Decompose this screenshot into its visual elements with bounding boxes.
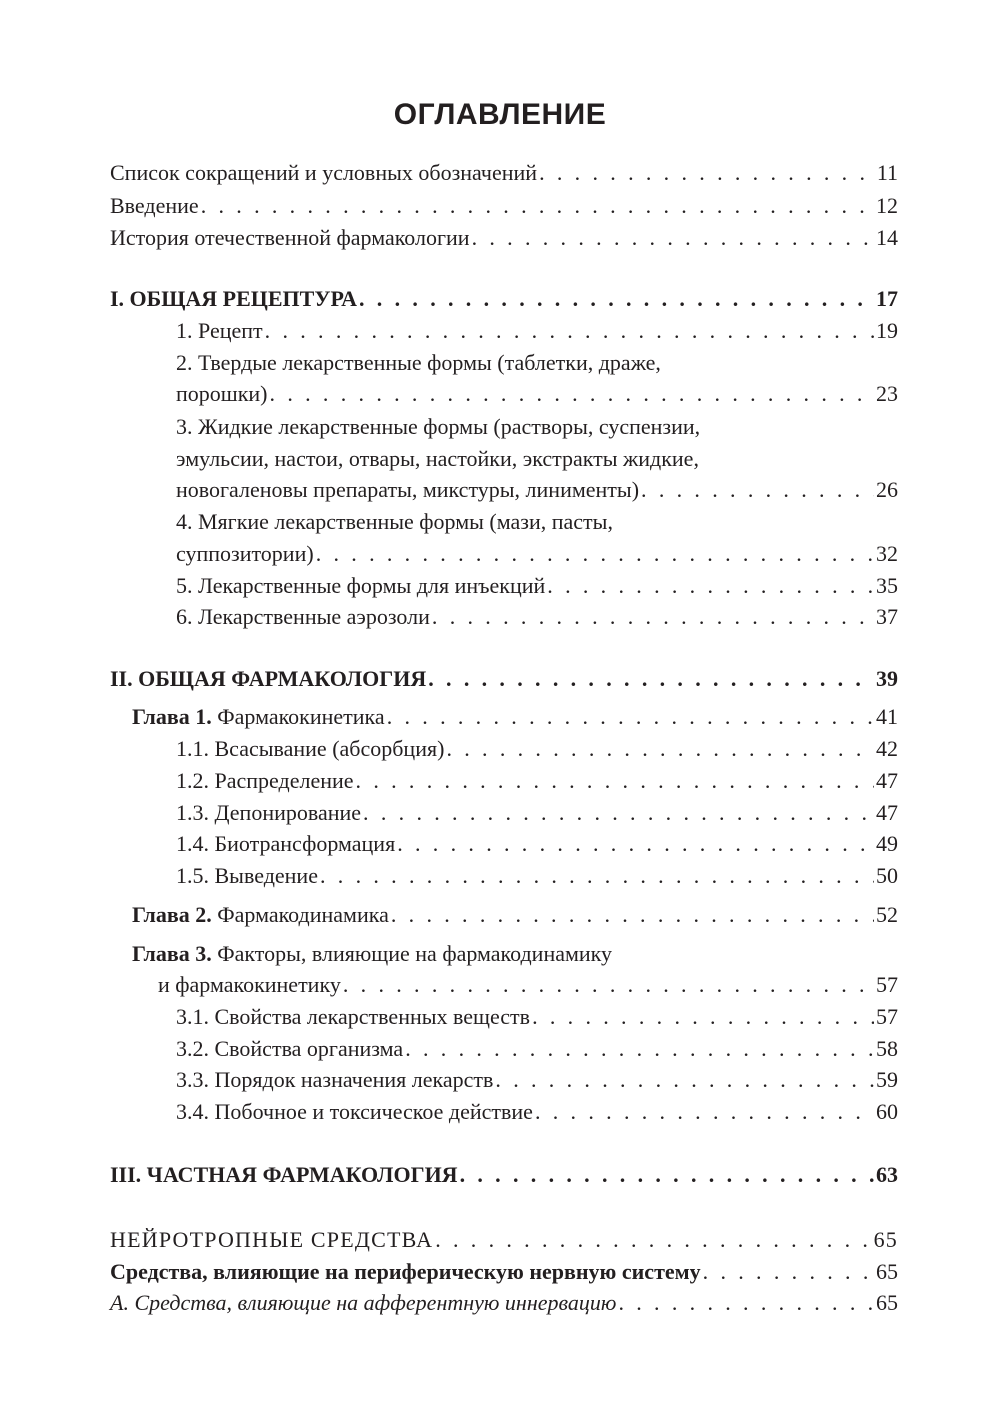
- toc-entry-ch3-3[interactable]: [176, 1067, 898, 1093]
- toc-page-number: 12: [876, 193, 898, 218]
- toc-page-number: 52: [876, 902, 898, 927]
- toc-page-number: 65: [873, 1227, 898, 1252]
- toc-section-label: III. ЧАСТНАЯ ФАРМАКОЛОГИЯ: [110, 1162, 458, 1187]
- chapter-title: Фармакодинамика: [217, 902, 389, 927]
- toc-chapter-1[interactable]: [132, 704, 898, 730]
- page-title: ОГЛАВЛЕНИЕ: [393, 98, 607, 131]
- toc-entry-ch1-3[interactable]: [176, 800, 898, 826]
- chapter-number: Глава 1.: [132, 704, 212, 729]
- toc-page-number: 14: [876, 225, 898, 250]
- toc-entry-abbreviations[interactable]: [110, 160, 898, 186]
- dot-leader: [201, 193, 874, 219]
- toc-section-3[interactable]: [110, 1162, 898, 1188]
- toc-entry-1-4[interactable]: [176, 541, 898, 567]
- dot-leader: [359, 286, 874, 312]
- toc-page-number: 39: [876, 666, 898, 691]
- dot-leader: [387, 704, 874, 730]
- toc-entry-label: новогаленовы препараты, микстуры, линименты): [176, 477, 640, 502]
- dot-leader: [265, 318, 874, 344]
- dot-leader: [446, 736, 874, 762]
- toc-page-number: 35: [876, 573, 898, 598]
- toc-section-label: II. ОБЩАЯ ФАРМАКОЛОГИЯ: [110, 666, 427, 691]
- toc-entry-ch1-1[interactable]: [176, 736, 898, 762]
- dot-leader: [391, 902, 874, 928]
- toc-entry-1-2[interactable]: [176, 381, 898, 407]
- toc-page-number: 11: [876, 160, 898, 185]
- dot-leader: [428, 666, 874, 692]
- chapter-title: Факторы, влияющие на фармакодинамику: [217, 941, 613, 966]
- toc-chapter-3-title: [132, 941, 612, 967]
- toc-entry-label: порошки): [176, 381, 268, 406]
- toc-entry-label: 1.4. Биотрансформация: [176, 831, 396, 856]
- toc-page-number: 49: [876, 831, 898, 856]
- dot-leader: [472, 225, 874, 251]
- toc-entry-1-5[interactable]: [176, 573, 898, 599]
- toc-entry-label: История отечественной фармакологии: [110, 225, 470, 250]
- chapter-title: Фармакокинетика: [217, 704, 385, 729]
- toc-page-number: 60: [876, 1099, 898, 1124]
- dot-leader: [320, 863, 874, 889]
- toc-entry-label: суппозитории): [176, 541, 314, 566]
- toc-page-number: 42: [876, 736, 898, 761]
- dot-leader: [539, 160, 875, 186]
- toc-entry-label: и фармакокинетику: [158, 972, 341, 997]
- toc-entry-label: 1.3. Депонирование: [176, 800, 362, 825]
- toc-page-number: 41: [876, 704, 898, 729]
- toc-page-number: 47: [876, 768, 898, 793]
- toc-chapter-3[interactable]: [158, 972, 898, 998]
- dot-leader: [405, 1036, 874, 1062]
- toc-page-number: 47: [876, 800, 898, 825]
- toc-section-2[interactable]: [110, 666, 898, 692]
- toc-entry-label: 3.1. Свойства лекарственных веществ: [176, 1004, 531, 1029]
- toc-page-number: 65: [876, 1290, 898, 1315]
- toc-page-number: 59: [876, 1067, 898, 1092]
- toc-entry-label: 3.2. Свойства организма: [176, 1036, 404, 1061]
- toc-entry-1-1[interactable]: [176, 318, 898, 344]
- dot-leader: [618, 1290, 874, 1316]
- toc-entry-continuation: эмульсии, настои, отвары, настойки, экстракты жидкие,: [176, 446, 699, 471]
- chapter-number: Глава 2.: [132, 902, 212, 927]
- toc-chapter-label: [132, 902, 389, 928]
- toc-page-number: 63: [876, 1162, 898, 1187]
- toc-section-label: I. ОБЩАЯ РЕЦЕПТУРА: [110, 286, 357, 311]
- toc-page-number: 19: [876, 318, 898, 343]
- dot-leader: [460, 1162, 874, 1188]
- toc-entry-continuation: 4. Мягкие лекарственные формы (мази, пасты,: [176, 509, 613, 534]
- toc-entry-peripheral[interactable]: [110, 1259, 898, 1285]
- toc-entry-label: 6. Лекарственные аэрозоли: [176, 604, 430, 629]
- dot-leader: [432, 604, 874, 630]
- dot-leader: [316, 541, 874, 567]
- chapter-number: Глава 3.: [132, 941, 212, 966]
- toc-entry-label: Введение: [110, 193, 199, 218]
- toc-entry-label: НЕЙРОТРОПНЫЕ СРЕДСТВА: [110, 1227, 434, 1252]
- dot-leader: [270, 381, 874, 407]
- toc-entry-label: Список сокращений и условных обозначений: [110, 160, 538, 185]
- toc-page-number: 57: [876, 972, 898, 997]
- toc-section-1[interactable]: [110, 286, 898, 312]
- toc-entry-ch1-2[interactable]: [176, 768, 898, 794]
- dot-leader: [535, 1099, 874, 1125]
- toc-entry-label: 3.4. Побочное и токсическое действие: [176, 1099, 533, 1124]
- toc-entry-label: 5. Лекарственные формы для инъекций: [176, 573, 546, 598]
- toc-entry-label: 3.3. Порядок назначения лекарств: [176, 1067, 494, 1092]
- dot-leader: [495, 1067, 874, 1093]
- dot-leader: [356, 768, 874, 794]
- toc-page-number: 50: [876, 863, 898, 888]
- toc-entry-1-6[interactable]: [176, 604, 898, 630]
- toc-chapter-label: [132, 704, 385, 730]
- toc-entry-ch3-2[interactable]: [176, 1036, 898, 1062]
- toc-page-number: 26: [876, 477, 898, 502]
- toc-entry-1-3[interactable]: [176, 477, 898, 503]
- toc-page-number: 37: [876, 604, 898, 629]
- toc-entry-label: 1.1. Всасывание (абсорбция): [176, 736, 445, 761]
- toc-entry-label: 1.2. Распределение: [176, 768, 354, 793]
- toc-page-number: 23: [876, 381, 898, 406]
- toc-entry-label: 1. Рецепт: [176, 318, 263, 343]
- toc-entry-neurotropic[interactable]: [110, 1227, 898, 1253]
- toc-entry-introduction[interactable]: [110, 193, 898, 219]
- dot-leader: [703, 1259, 874, 1285]
- toc-entry-history[interactable]: [110, 225, 898, 251]
- toc-entry-continuation: 3. Жидкие лекарственные формы (растворы, суспензии,: [176, 414, 701, 439]
- toc-page-number: 57: [876, 1004, 898, 1029]
- toc-chapter-2[interactable]: [132, 902, 898, 928]
- dot-leader: [397, 831, 874, 857]
- toc-page-number: 58: [876, 1036, 898, 1061]
- toc-entry-label: 1.5. Выведение: [176, 863, 318, 888]
- toc-entry-label: Средства, влияющие на периферическую нервную систему: [110, 1259, 701, 1284]
- dot-leader: [532, 1004, 874, 1030]
- toc-entry-label: А. Средства, влияющие на афферентную иннервацию: [110, 1290, 617, 1315]
- dot-leader: [363, 800, 874, 826]
- toc-page-number: 32: [876, 541, 898, 566]
- toc-page-number: 65: [876, 1259, 898, 1284]
- dot-leader: [547, 573, 874, 599]
- toc-page-number: 17: [876, 286, 898, 311]
- dot-leader: [435, 1227, 871, 1253]
- toc-entry-continuation: 2. Твердые лекарственные формы (таблетки, драже,: [176, 350, 661, 375]
- toc-entry-ch3-1[interactable]: [176, 1004, 898, 1030]
- toc-entry-ch1-4[interactable]: [176, 831, 898, 857]
- dot-leader: [343, 972, 874, 998]
- dot-leader: [641, 477, 874, 503]
- toc-entry-afferent[interactable]: [110, 1290, 898, 1316]
- toc-entry-ch1-5[interactable]: [176, 863, 898, 889]
- toc-entry-ch3-4[interactable]: [176, 1099, 898, 1125]
